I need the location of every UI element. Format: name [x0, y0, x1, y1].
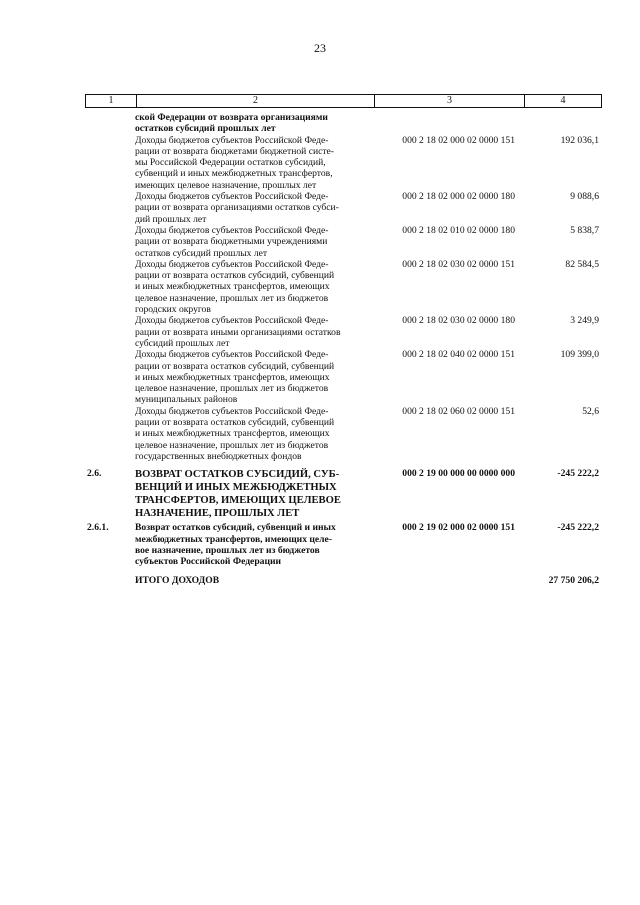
table-row-section: [85, 468, 601, 520]
row-name: Доходы бюджетов субъектов Российской Феде- рации от возврата остатков субсидий, субвенций и иных межбюджетных трансфертов, имеющих целевое назначение, прошлых лет из бюджетов городских округов: [135, 258, 335, 316]
table-row: [85, 522, 601, 567]
section-number: 2.6.: [87, 468, 102, 480]
row-code: 000 2 18 02 030 02 0000 180: [402, 315, 515, 327]
row-code: 000 2 18 02 000 02 0000 180: [402, 191, 515, 203]
section-code: 000 2 19 00 000 00 0000 000: [402, 468, 515, 480]
total-sum: 27 750 206,2: [548, 575, 599, 587]
row-code: 000 2 19 02 000 02 0000 151: [402, 522, 515, 534]
row-sum: 9 088,6: [570, 191, 599, 203]
total-label: ИТОГО ДОХОДОВ: [135, 575, 220, 587]
row-name: ской Федерации от возврата организациями остатков субсидий прошлых лет: [135, 112, 328, 135]
table-row: [85, 191, 601, 225]
row-name: Доходы бюджетов субъектов Российской Феде- рации от возврата иными организациями остатков субсидий прошлых лет: [135, 315, 341, 349]
header-col-4: 4: [525, 95, 602, 108]
row-sum: 3 249,9: [570, 315, 599, 327]
row-code: 000 2 18 02 010 02 0000 180: [402, 224, 515, 236]
row-code: 000 2 18 02 030 02 0000 151: [402, 258, 515, 270]
row-name: Доходы бюджетов субъектов Российской Феде- рации от возврата бюджетами бюджетной систе- мы Российской Федерации остатков субсидий, субвенций и иных межбюджетных трансфертов, имеющих целевое назначение, прошлых лет: [135, 134, 334, 191]
row-number: 2.6.1.: [87, 522, 109, 534]
section-sum: -245 222,2: [557, 468, 599, 480]
table-row: [85, 259, 601, 315]
row-code: 000 2 18 02 060 02 0000 151: [402, 405, 515, 417]
row-code: 000 2 18 02 000 02 0000 151: [402, 134, 515, 146]
table-row: [85, 112, 601, 135]
header-col-3: 3: [375, 95, 525, 108]
table-body: [85, 112, 601, 587]
row-sum: 52,6: [582, 405, 599, 417]
table-row-total: [85, 575, 601, 586]
row-name: Доходы бюджетов субъектов Российской Феде- рации от возврата бюджетными учреждениями остатков субсидий прошлых лет: [135, 224, 329, 259]
row-name: Доходы бюджетов субъектов Российской Феде- рации от возврата остатков субсидий, субвенций и иных межбюджетных трансфертов, имеющих целевое назначение, прошлых лет из бюджетов государственных внебюджетных фондов: [135, 405, 335, 462]
row-name: Доходы бюджетов субъектов Российской Феде- рации от возврата остатков субсидий, субвенций и иных межбюджетных трансфертов, имеющих целевое назначение, прошлых лет из бюджетов муниципальных районов: [135, 349, 335, 406]
header-col-2: 2: [137, 95, 375, 108]
table-row: [85, 135, 601, 191]
row-sum: 82 584,5: [565, 258, 599, 270]
header-col-1: 1: [86, 95, 137, 108]
section-name: ВОЗВРАТ ОСТАТКОВ СУБСИДИЙ, СУБ- ВЕНЦИЙ И ИНЫХ МЕЖБЮДЖЕТНЫХ ТРАНСФЕРТОВ, ИМЕЮЩИХ ЦЕЛЕВОЕ НАЗНАЧЕНИЕ, ПРОШЛЫХ ЛЕТ: [135, 469, 341, 520]
row-code: 000 2 18 02 040 02 0000 151: [402, 349, 515, 361]
row-sum: 192 036,1: [560, 134, 599, 146]
row-sum: -245 222,2: [557, 522, 599, 534]
row-sum: 5 838,7: [570, 224, 599, 236]
table-row: [85, 349, 601, 405]
header-row: [86, 95, 602, 108]
table-row: [85, 225, 601, 259]
row-name: Возврат остатков субсидий, субвенций и иных межбюджетных трансфертов, имеющих целе- вое назначение, прошлых лет из бюджетов субъектов Российской Федерации: [135, 522, 336, 568]
table-row: [85, 406, 601, 462]
row-name: Доходы бюджетов субъектов Российской Феде- рации от возврата организациями остатков субси- дий прошлых лет: [135, 191, 339, 225]
row-sum: 109 399,0: [560, 349, 599, 361]
page-number: 23: [314, 41, 326, 55]
table-header: [85, 94, 602, 108]
table-row: [85, 315, 601, 349]
